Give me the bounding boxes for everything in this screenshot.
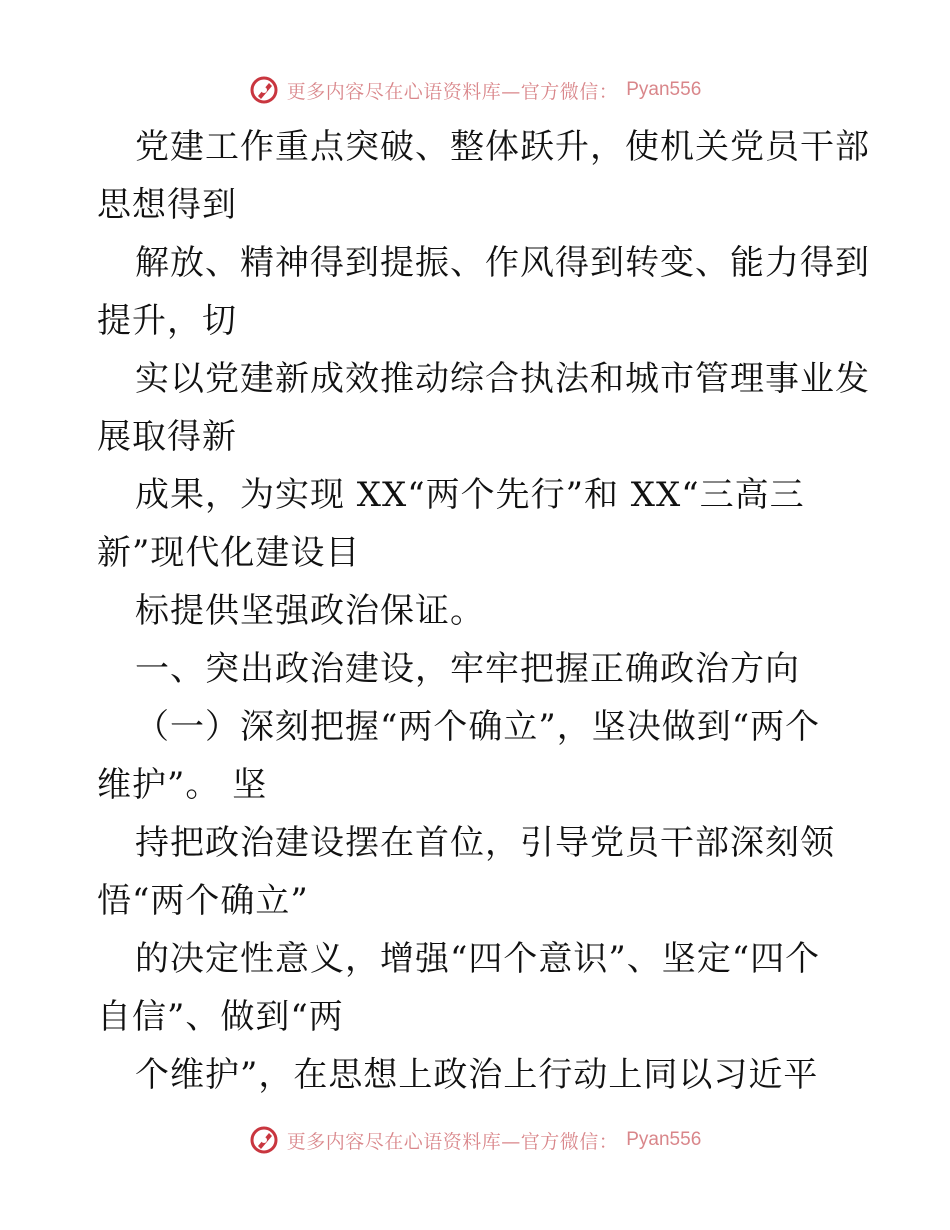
text-line: 成果，为实现 XX“两个先行”和 XX“三高三 (135, 475, 805, 515)
watermark-wechat-id: Pyan556 (626, 79, 702, 100)
document-body (97, 118, 870, 1104)
footer-watermark (0, 1120, 950, 1160)
text-line: 悟“两个确立” (97, 881, 309, 921)
header-watermark (0, 70, 950, 110)
text-line: 实以党建新成效推动综合执法和城市管理事业发 (135, 359, 870, 399)
text-line: 个维护”，在思想上政治上行动上同以习近平 (135, 1055, 819, 1095)
pen-circle-logo-icon (249, 1125, 279, 1155)
text-line: 的决定性意义，增强“四个意识”、坚定“四个 (135, 939, 821, 979)
text-line: 持把政治建设摆在首位，引导党员干部深刻领 (135, 823, 835, 863)
text-line: 自信”、做到“两 (97, 997, 344, 1037)
text-line: 提升，切 (97, 301, 237, 341)
subsection-heading: （一）深刻把握“两个确立”，坚决做到“两个 (135, 707, 821, 747)
text-line: 维护”。 坚 (97, 765, 268, 805)
section-heading: 一、突出政治建设，牢牢把握正确政治方向 (135, 649, 800, 689)
text-line: 解放、精神得到提振、作风得到转变、能力得到 (135, 243, 870, 283)
text-line: 思想得到 (97, 185, 237, 225)
text-line: 新”现代化建设目 (97, 533, 361, 573)
watermark-wechat-id: Pyan556 (626, 1129, 702, 1150)
text-line: 展取得新 (97, 417, 237, 457)
watermark-text: 更多内容尽在心语资料库—官方微信： (286, 80, 619, 103)
text-line: 标提供坚强政治保证。 (135, 591, 485, 631)
text-line: 党建工作重点突破、整体跃升，使机关党员干部 (135, 127, 870, 167)
pen-circle-logo-icon (249, 75, 279, 105)
watermark-text: 更多内容尽在心语资料库—官方微信： (286, 1130, 619, 1153)
